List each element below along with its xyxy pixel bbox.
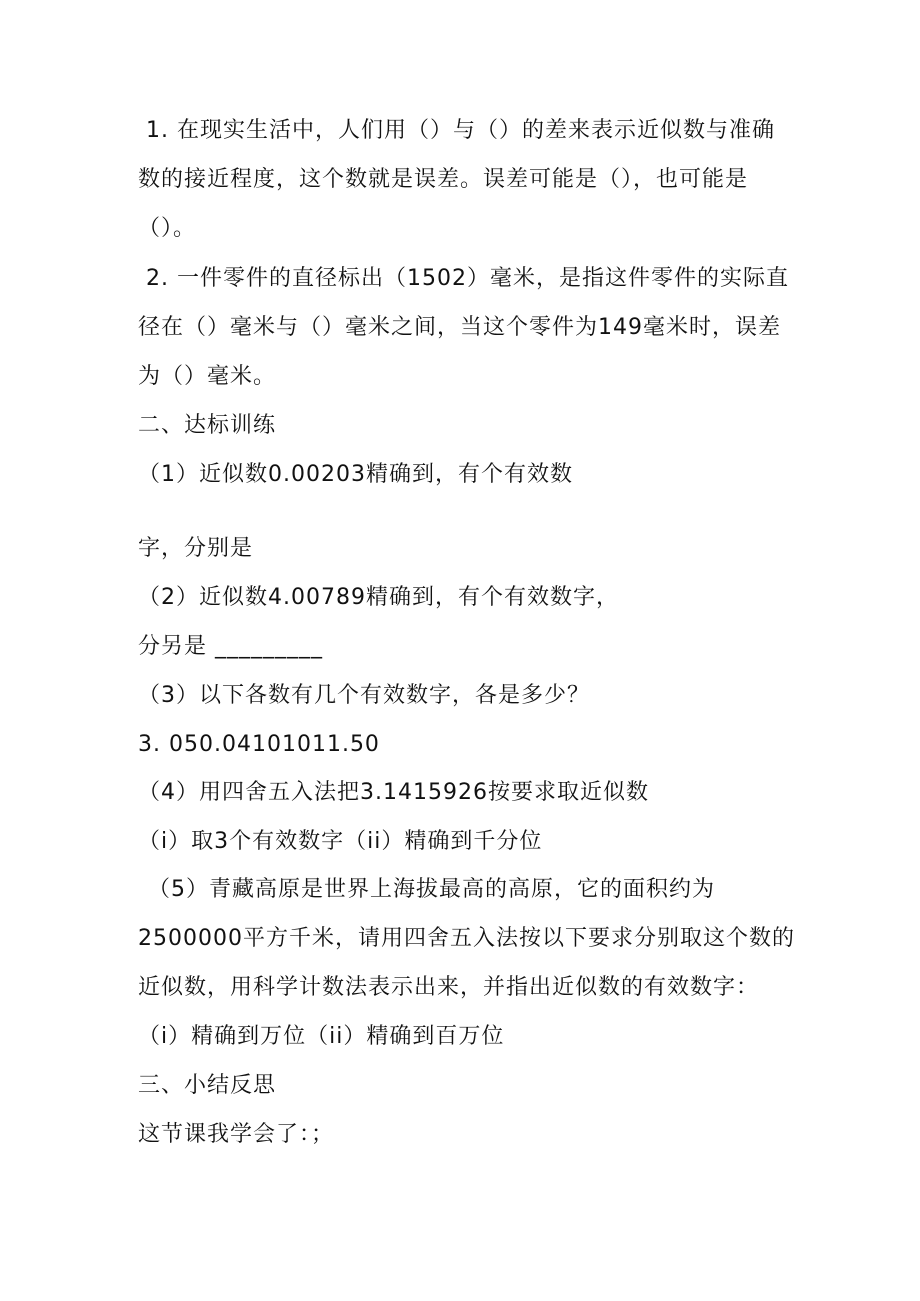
text-line: 为（）毫米。 [138, 364, 277, 389]
text-line: 近似数，用科学计数法表示出来，并指出近似数的有效数字： [138, 975, 760, 1000]
text-line: 3. 050.04101011.50 [138, 732, 380, 757]
text-line: 径在（）毫米与（）毫米之间，当这个零件为149毫米时，误差 [138, 315, 781, 340]
text-line: 分另是 _________ [138, 634, 323, 659]
section-heading: 二、达标训练 [138, 413, 277, 438]
text-line: （5）青藏高原是世界上海拔最高的高原，它的面积约为 [148, 877, 715, 902]
text-line: 1. 在现实生活中，人们用（）与（）的差来表示近似数与准确 [146, 118, 775, 143]
text-line: 数的接近程度，这个数就是误差。误差可能是（），也可能是 [138, 167, 749, 192]
text-line: （3）以下各数有几个有效数字，各是多少？ [138, 683, 590, 708]
text-line: （1）近似数0.00203精确到，有个有效数 [138, 462, 573, 487]
text-line: 2. 一件零件的直径标出（1502）毫米，是指这件零件的实际直 [146, 266, 789, 291]
text-line: 2500000平方千米，请用四舍五入法按以下要求分别取这个数的 [138, 926, 795, 951]
text-line: （2）近似数4.00789精确到，有个有效数字， [138, 585, 619, 610]
section-heading: 三、小结反思 [138, 1073, 277, 1098]
text-line: 这节课我学会了：； [138, 1122, 335, 1147]
text-line: （）。 [138, 216, 197, 241]
text-line: （i）精确到万位（ii）精确到百万位 [138, 1024, 505, 1049]
text-line: （4）用四舍五入法把3.1415926按要求取近似数 [138, 780, 649, 805]
text-line: 字，分别是 [138, 536, 254, 561]
text-line: （i）取3个有效数字（ii）精确到千分位 [138, 829, 543, 854]
